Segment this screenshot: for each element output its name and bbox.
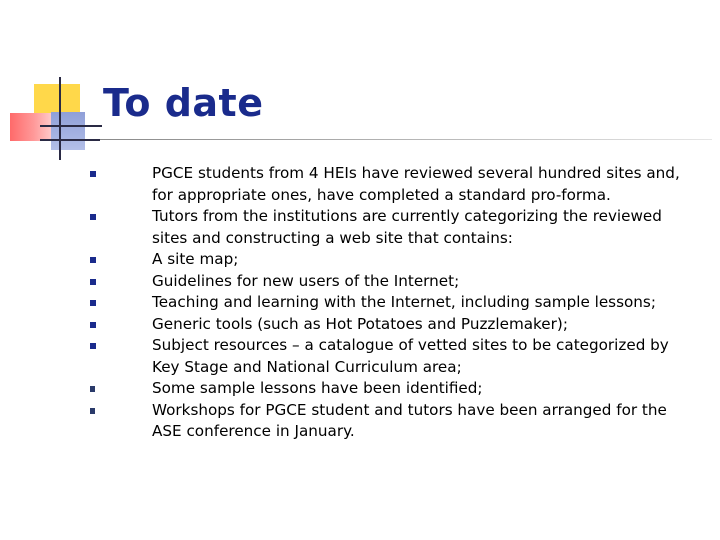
bullet-item — [82, 249, 697, 271]
bullet-square-icon — [90, 343, 96, 349]
bullet-square-icon — [90, 322, 96, 328]
bullet-small-square-icon — [90, 386, 95, 392]
bullet-item — [82, 163, 697, 206]
slide-title: To date — [103, 81, 264, 125]
bullet-text: PGCE students from 4 HEIs have reviewed several hundred sites and, for appropriate ones, have completed a standard pro-forma. — [152, 164, 680, 204]
bullet-text: Tutors from the institutions are currently categorizing the reviewed sites and constructing a web site that contains: — [152, 207, 662, 247]
bullet-square-icon — [90, 279, 96, 285]
bullet-item — [82, 335, 697, 378]
bullet-text: Guidelines for new users of the Internet; — [152, 271, 460, 290]
bullet-text: Generic tools (such as Hot Potatoes and Puzzlemaker); — [152, 314, 568, 333]
decorative-blue-square — [51, 112, 85, 150]
bullet-text: Teaching and learning with the Internet, including sample lessons; — [152, 293, 656, 311]
bullet-text: Some sample lessons have been identified; — [152, 379, 483, 397]
bullet-text: Workshops for PGCE student and tutors have been arranged for the ASE conference in January. — [152, 400, 667, 440]
bullet-square-icon — [90, 214, 96, 220]
bullet-item — [82, 292, 697, 314]
bullet-small-square-icon — [90, 408, 95, 414]
title-underline — [100, 139, 712, 140]
bullet-text: A site map; — [152, 250, 239, 268]
bullet-list — [82, 163, 697, 443]
decorative-red-square — [10, 113, 54, 141]
bullet-square-icon — [90, 171, 96, 177]
bullet-item — [82, 378, 697, 400]
bullet-item — [82, 271, 697, 293]
bullet-item — [82, 400, 697, 443]
bullet-item — [82, 206, 697, 249]
bullet-item — [82, 314, 697, 336]
decorative-horizontal-line — [40, 125, 102, 127]
decorative-vertical-line — [59, 77, 61, 160]
title-underline-dark — [40, 139, 100, 141]
bullet-square-icon — [90, 257, 96, 263]
bullet-text: Subject resources – a catalogue of vetted sites to be categorized by Key Stage and National Curriculum area; — [152, 336, 669, 376]
bullet-square-icon — [90, 300, 96, 306]
